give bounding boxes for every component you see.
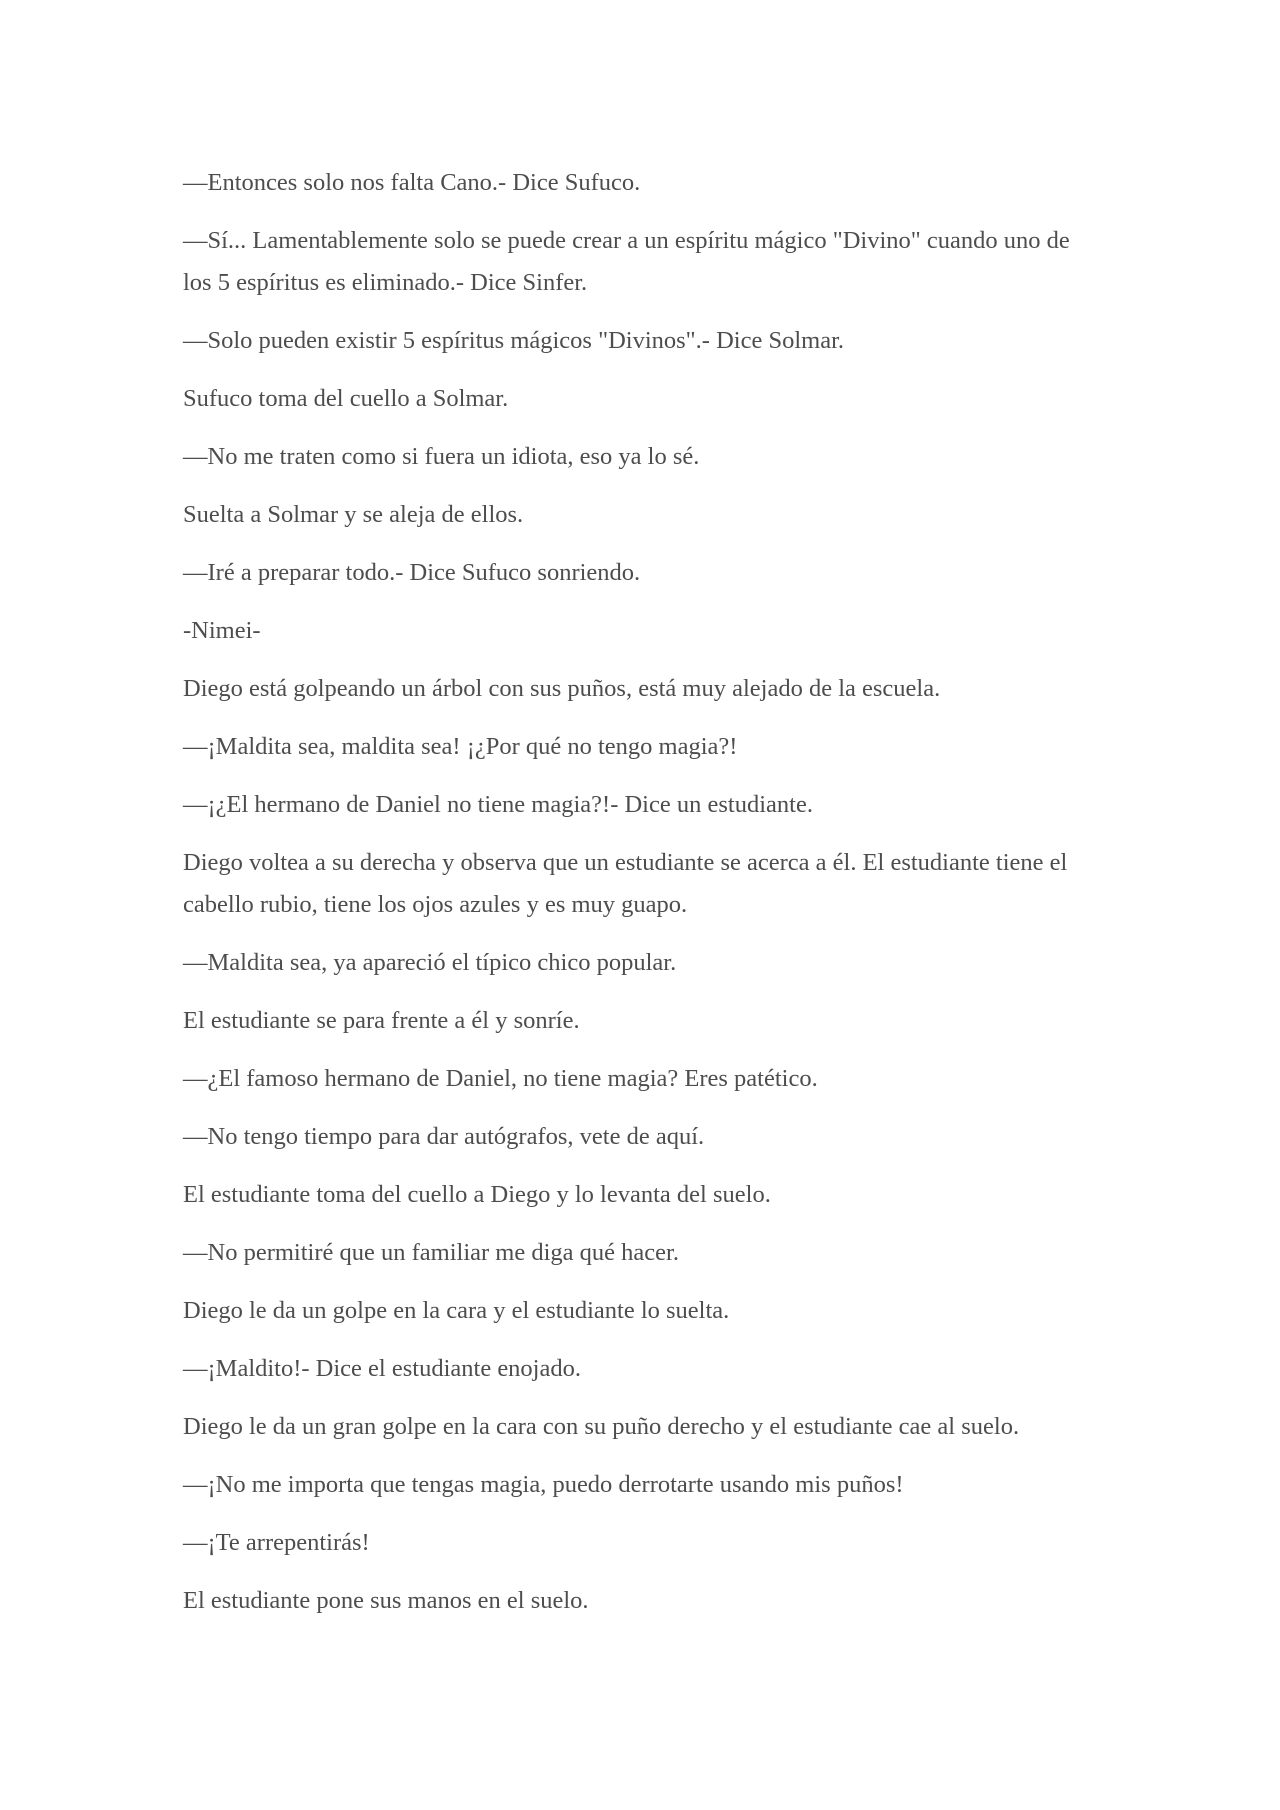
paragraph: Diego le da un gran golpe en la cara con su puño derecho y el estudiante cae al suelo. — [183, 1413, 1020, 1440]
paragraph: El estudiante se para frente a él y sonríe. — [183, 1007, 580, 1034]
paragraph: Diego voltea a su derecha y observa que un estudiante se acerca a él. El estudiante tiene el cabello rubio, tiene los ojos azules y es muy guapo. — [183, 849, 1068, 918]
paragraph: —Entonces solo nos falta Cano.- Dice Sufuco. — [183, 169, 641, 196]
paragraph: —Sí... Lamentablemente solo se puede crear a un espíritu mágico "Divino" cuando uno de los 5 espíritus es eliminado.- Dice Sinfer. — [183, 227, 1070, 296]
paragraph: Diego está golpeando un árbol con sus puños, está muy alejado de la escuela. — [183, 675, 941, 702]
paragraph: —¡Te arrepentirás! — [183, 1529, 370, 1556]
paragraph: —Solo pueden existir 5 espíritus mágicos "Divinos".- Dice Solmar. — [183, 327, 845, 354]
paragraph: —Maldita sea, ya apareció el típico chico popular. — [183, 949, 677, 976]
paragraph: —¡¿El hermano de Daniel no tiene magia?!- Dice un estudiante. — [183, 791, 813, 818]
paragraph: —¡Maldito!- Dice el estudiante enojado. — [183, 1355, 581, 1382]
story-text — [183, 162, 1098, 1638]
paragraph: —¡No me importa que tengas magia, puedo derrotarte usando mis puños! — [183, 1471, 904, 1498]
paragraph: —No permitiré que un familiar me diga qué hacer. — [183, 1239, 679, 1266]
section-marker: -Nimei- — [183, 617, 261, 644]
paragraph: —¿El famoso hermano de Daniel, no tiene magia? Eres patético. — [183, 1065, 818, 1092]
paragraph: El estudiante toma del cuello a Diego y lo levanta del suelo. — [183, 1181, 771, 1208]
paragraph: —Iré a preparar todo.- Dice Sufuco sonriendo. — [183, 559, 641, 586]
paragraph: —No tengo tiempo para dar autógrafos, vete de aquí. — [183, 1123, 705, 1150]
paragraph: —No me traten como si fuera un idiota, eso ya lo sé. — [183, 443, 700, 470]
paragraph: El estudiante pone sus manos en el suelo. — [183, 1587, 589, 1614]
paragraph: Sufuco toma del cuello a Solmar. — [183, 385, 509, 412]
paragraph: —¡Maldita sea, maldita sea! ¡¿Por qué no tengo magia?! — [183, 733, 738, 760]
paragraph: Diego le da un golpe en la cara y el estudiante lo suelta. — [183, 1297, 730, 1324]
paragraph: Suelta a Solmar y se aleja de ellos. — [183, 501, 524, 528]
